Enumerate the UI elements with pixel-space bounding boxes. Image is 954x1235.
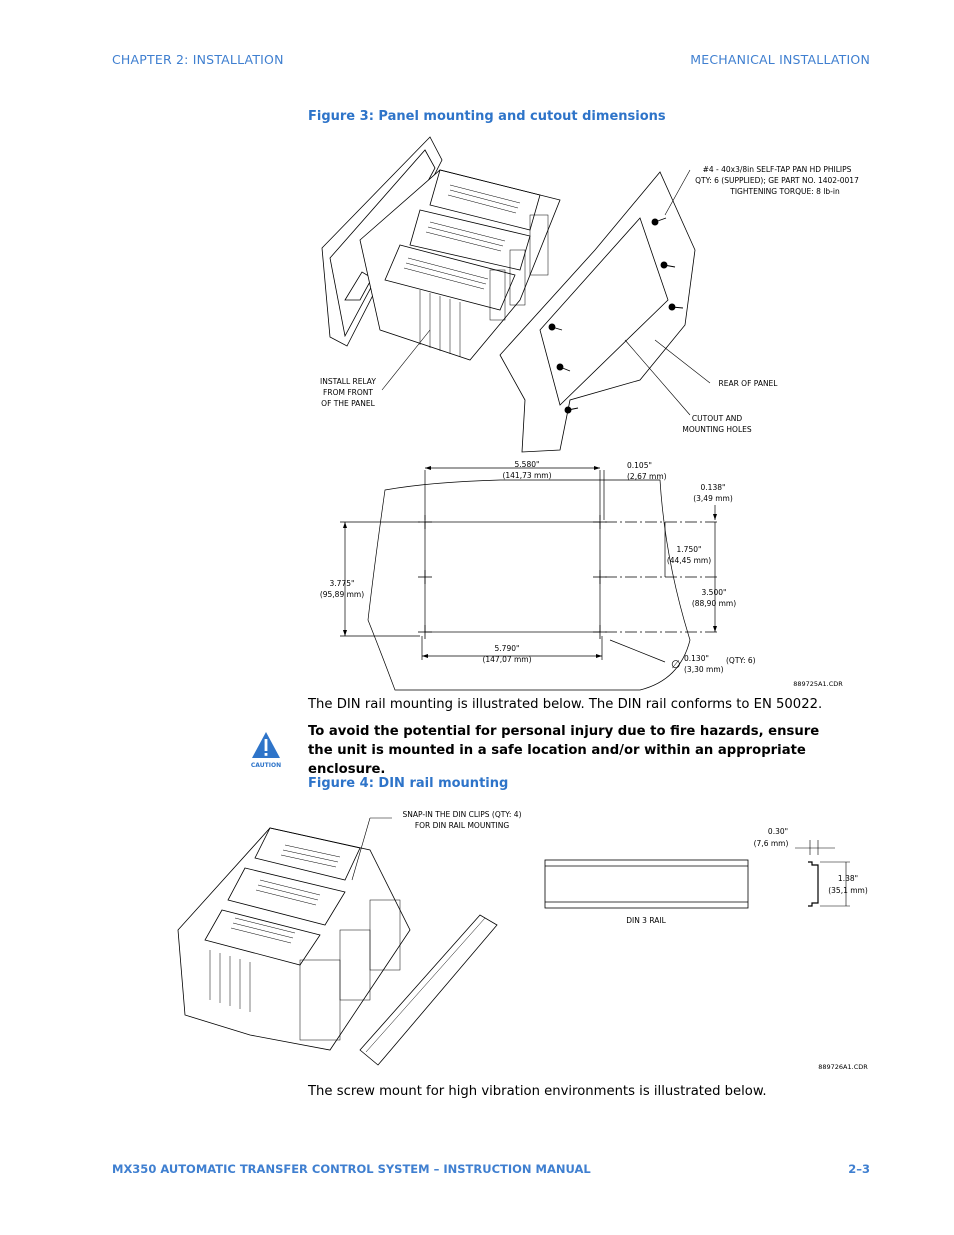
din-rail-paragraph: The DIN rail mounting is illustrated below. The DIN rail conforms to EN 50022. <box>308 697 823 712</box>
din-rail-front-view <box>545 860 748 908</box>
install-note-line-2: FROM FRONT <box>323 388 373 397</box>
snap-note-line-2: FOR DIN RAIL MOUNTING <box>414 821 510 830</box>
chapter-header: CHAPTER 2: INSTALLATION <box>112 52 284 67</box>
dim-height-mm: (95,89 mm) <box>319 590 365 599</box>
din-rail-label: DIN 3 RAIL <box>626 916 666 925</box>
section-header: MECHANICAL INSTALLATION <box>690 52 870 67</box>
dim-full-inches: 3.500" <box>701 588 727 597</box>
rail-width-mm: (7,6 mm) <box>753 839 789 848</box>
dim-full-mm: (88,90 mm) <box>691 599 737 608</box>
relay-din-mount-illustration <box>178 828 410 1050</box>
install-note-line-1: INSTALL RELAY <box>320 377 376 386</box>
dim-gap-mm: (2,67 mm) <box>627 472 667 481</box>
footer-manual-title: MX350 AUTOMATIC TRANSFER CONTROL SYSTEM – INSTRUCTION MANUAL <box>112 1162 591 1176</box>
figure-4-drawing-id: 889726A1.CDR <box>818 1063 868 1071</box>
dim-top-mm: (3,49 mm) <box>693 494 733 503</box>
caution-icon <box>250 730 282 770</box>
screw-mount-paragraph: The screw mount for high vibration environments is illustrated below. <box>308 1084 767 1099</box>
dim-bottom-inches: 5.790" <box>494 644 520 653</box>
screw-note-line-3: TIGHTENING TORQUE: 8 lb-in <box>730 187 840 196</box>
diameter-symbol: ∅ <box>671 658 681 671</box>
dim-bottom-mm: (147,07 mm) <box>482 655 532 664</box>
din-rail-profile <box>808 862 818 906</box>
cutout-label-line-1: CUTOUT AND <box>691 414 743 423</box>
screw-note-line-2: QTY: 6 (SUPPLIED); GE PART NO. 1402-0017 <box>695 176 859 185</box>
rail-height-mm: (35,1 mm) <box>828 886 868 895</box>
rail-height-inches: 1.38" <box>837 874 859 883</box>
footer-page-number: 2–3 <box>848 1162 870 1176</box>
rail-width-inches: 0.30" <box>767 827 789 836</box>
dim-top-inches: 0.138" <box>700 483 726 492</box>
dim-gap-inches: 0.105" <box>627 461 652 470</box>
dim-half-inches: 1.750" <box>676 545 702 554</box>
figure-3-caption: Figure 3: Panel mounting and cutout dimensions <box>308 109 666 124</box>
screw-note-line-1: #4 - 40x3/8in SELF-TAP PAN HD PHILIPS <box>702 165 852 174</box>
rear-panel-label: REAR OF PANEL <box>718 379 778 388</box>
dim-height-inches: 3.775" <box>329 579 355 588</box>
dim-hole-inches: 0.130" <box>684 654 709 663</box>
relay-unit-illustration <box>322 137 560 360</box>
snap-note-line-1: SNAP-IN THE DIN CLIPS (QTY: 4) <box>402 810 522 819</box>
caution-warning-text: To avoid the potential for personal injury due to fire hazards, ensure the unit is mounted in a safe location and/or within an appropriate enclosure. <box>308 724 820 777</box>
install-note-line-3: OF THE PANEL <box>321 399 375 408</box>
figure-4-din-rail-drawing <box>0 800 954 1080</box>
caution-icon-label: CAUTION <box>250 762 282 769</box>
dim-hole-qty: (QTY: 6) <box>726 656 756 665</box>
figure-4-caption: Figure 4: DIN rail mounting <box>308 776 509 791</box>
figure-3-drawing-id: 889725A1.CDR <box>793 680 843 688</box>
cutout-label-line-2: MOUNTING HOLES <box>682 425 752 434</box>
dim-width-mm: (141,73 mm) <box>502 471 552 480</box>
dim-half-mm: (44,45 mm) <box>666 556 712 565</box>
dim-hole-mm: (3,30 mm) <box>684 665 724 674</box>
dim-width-inches: 5.580" <box>514 460 540 469</box>
